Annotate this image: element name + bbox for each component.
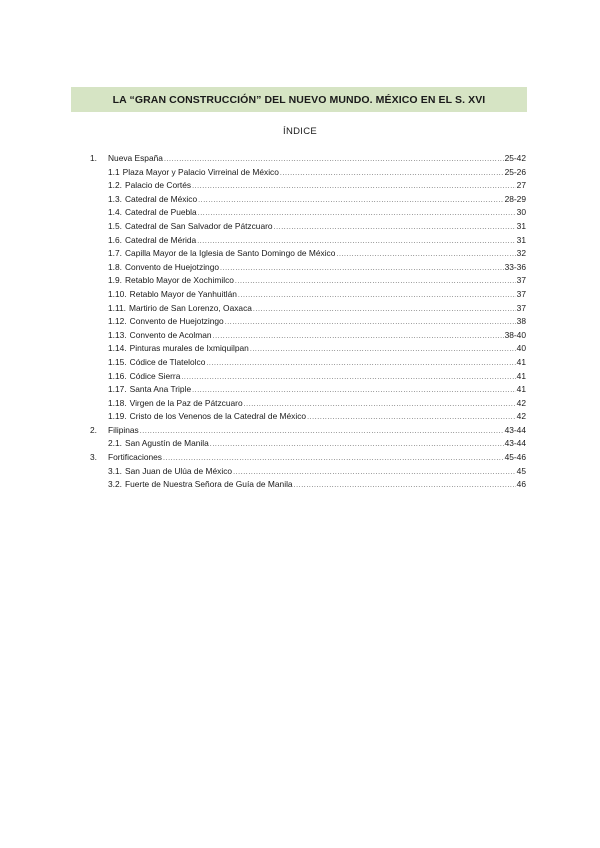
- toc-subentry[interactable]: [90, 342, 526, 356]
- toc-entry-number: 3.1.: [108, 465, 122, 476]
- toc-entry-number: 1.13.: [108, 329, 127, 340]
- toc-entry-label: Códice de Tlatelolco: [129, 356, 206, 367]
- toc-subentry[interactable]: [90, 247, 526, 261]
- toc-entry[interactable]: [90, 152, 526, 166]
- toc-entry-pages: 45-46: [504, 452, 526, 463]
- toc-entry-pages: 25-42: [504, 153, 526, 163]
- index-heading: ÍNDICE: [283, 126, 317, 137]
- toc-entry-pages: 43-44: [504, 438, 526, 449]
- dot-leader: [307, 411, 516, 425]
- toc-entry-label: Catedral de Mérida: [124, 234, 197, 245]
- dot-leader: [253, 303, 516, 317]
- toc-entry-number: 1.1: [108, 166, 120, 177]
- toc-entry-label: Catedral de San Salvador de Pátzcuaro: [124, 220, 273, 231]
- toc-entry-pages: 46: [516, 479, 526, 490]
- dot-leader: [220, 262, 504, 276]
- dot-leader: [164, 153, 504, 167]
- toc-entry-label: Capilla Mayor de la Iglesia de Santo Domingo de México: [124, 248, 336, 259]
- toc-subentry[interactable]: [90, 437, 526, 451]
- title-banner: [71, 87, 527, 112]
- toc-entry-pages: 31: [516, 220, 526, 231]
- toc-entry-number: 1.17.: [108, 384, 127, 395]
- toc-subentry[interactable]: [90, 410, 526, 424]
- toc-entry-label: Catedral de Puebla: [124, 207, 197, 218]
- toc-entry-number: 1.19.: [108, 411, 127, 422]
- dot-leader: [140, 425, 504, 439]
- toc-subentry[interactable]: [90, 166, 526, 180]
- dot-leader: [198, 194, 503, 208]
- dot-leader: [192, 384, 516, 398]
- toc-entry-pages: 42: [516, 397, 526, 408]
- toc-entry-label: Retablo Mayor de Xochimilco: [124, 275, 234, 286]
- dot-leader: [280, 167, 504, 181]
- toc-subentry[interactable]: [90, 397, 526, 411]
- toc-entry-number: 1.15.: [108, 356, 127, 367]
- toc-entry-number: 1.5.: [108, 220, 122, 231]
- toc-entry-label: Martirio de San Lorenzo, Oaxaca: [129, 302, 252, 313]
- toc-entry-label: Convento de Huejotzingo: [124, 261, 220, 272]
- dot-leader: [225, 316, 516, 330]
- toc-entry-label: Fortificaciones: [108, 452, 162, 463]
- toc-entry-label: Palacio de Cortés: [124, 180, 192, 191]
- toc-entry-pages: 31: [516, 234, 526, 245]
- toc-entry-pages: 27: [516, 180, 526, 191]
- dot-leader: [181, 371, 515, 385]
- toc-entry-number: 2.: [90, 424, 97, 435]
- toc-subentry[interactable]: [90, 478, 526, 492]
- toc-entry-label: Convento de Acolman: [129, 329, 212, 340]
- toc-entry-label: Convento de Huejotzingo: [129, 316, 224, 327]
- toc-subentry[interactable]: [90, 370, 526, 384]
- dot-leader: [250, 343, 516, 357]
- toc-subentry[interactable]: [90, 179, 526, 193]
- document-title: LA “GRAN CONSTRUCCIÓN” DEL NUEVO MUNDO. MÉXICO EN EL S. XVI: [112, 93, 486, 106]
- toc-subentry[interactable]: [90, 274, 526, 288]
- toc-entry-label: Catedral de México: [124, 193, 198, 204]
- toc-entry-pages: 41: [516, 356, 526, 367]
- dot-leader: [210, 438, 504, 452]
- toc-entry-label: Códice Sierra: [129, 370, 181, 381]
- toc-entry-pages: 43-44: [504, 424, 526, 435]
- toc-entry-number: 1.7.: [108, 248, 122, 259]
- toc-entry-number: 1.11.: [108, 302, 127, 313]
- dot-leader: [294, 479, 516, 493]
- toc-entry-number: 1.10.: [108, 288, 127, 299]
- toc-entry-pages: 41: [516, 370, 526, 381]
- toc-entry-number: 1.8.: [108, 261, 122, 272]
- toc-entry[interactable]: [90, 424, 526, 438]
- toc-subentry[interactable]: [90, 465, 526, 479]
- toc-entry-pages: 30: [516, 207, 526, 218]
- toc-entry-pages: 45: [516, 465, 526, 476]
- dot-leader: [198, 207, 516, 221]
- toc-subentry[interactable]: [90, 315, 526, 329]
- toc-entry-pages: 38: [516, 316, 526, 327]
- dot-leader: [336, 248, 515, 262]
- dot-leader: [192, 180, 516, 194]
- toc-entry-label: Plaza Mayor y Palacio Virreinal de México: [122, 166, 279, 177]
- dot-leader: [238, 289, 516, 303]
- toc-entry-label: Pinturas murales de Ixmiquilpan: [129, 343, 249, 354]
- toc-entry-pages: 40: [516, 343, 526, 354]
- toc-entry-pages: 38-40: [504, 329, 526, 340]
- toc-entry-pages: 37: [516, 302, 526, 313]
- toc-entry-number: 1.6.: [108, 234, 122, 245]
- toc-subentry[interactable]: [90, 234, 526, 248]
- toc-entry-number: 1.3.: [108, 193, 122, 204]
- toc-subentry[interactable]: [90, 302, 526, 316]
- toc-subentry[interactable]: [90, 356, 526, 370]
- toc-entry-label: Filipinas: [108, 424, 139, 435]
- toc-entry-number: 1.12.: [108, 316, 127, 327]
- toc-entry-number: 1.18.: [108, 397, 127, 408]
- toc-entry-number: 1.4.: [108, 207, 122, 218]
- toc-entry-pages: 37: [516, 288, 526, 299]
- toc-entry-number: 1.2.: [108, 180, 122, 191]
- dot-leader: [274, 221, 516, 235]
- toc-entry-number: 1.16.: [108, 370, 127, 381]
- toc-subentry[interactable]: [90, 261, 526, 275]
- dot-leader: [206, 357, 515, 371]
- toc-subentry[interactable]: [90, 206, 526, 220]
- toc-entry-pages: 33-36: [504, 261, 526, 272]
- toc-entry-number: 2.1.: [108, 438, 122, 449]
- toc-entry-label: Nueva España: [108, 153, 163, 163]
- toc-entry-number: 3.2.: [108, 479, 122, 490]
- dot-leader: [233, 466, 516, 480]
- toc-entry-label: Santa Ana Triple: [129, 384, 192, 395]
- toc-entry-pages: 41: [516, 384, 526, 395]
- toc-entry-label: Cristo de los Venenos de la Catedral de México: [129, 411, 307, 422]
- toc-entry-label: San Agustín de Manila: [124, 438, 209, 449]
- toc-entry-label: Retablo Mayor de Yanhuitlán: [129, 288, 237, 299]
- toc-entry-pages: 32: [516, 248, 526, 259]
- toc-subentry[interactable]: [90, 193, 526, 207]
- toc-entry-pages: 42: [516, 411, 526, 422]
- dot-leader: [213, 330, 504, 344]
- toc-entry-label: Virgen de la Paz de Pátzcuaro: [129, 397, 243, 408]
- toc-entry-label: Fuerte de Nuestra Señora de Guía de Manila: [124, 479, 293, 490]
- toc-subentry[interactable]: [90, 288, 526, 302]
- toc-entry-pages: 28-29: [504, 193, 526, 204]
- toc-entry-label: San Juan de Ulúa de México: [124, 465, 233, 476]
- toc-entry-number: 1.: [90, 153, 97, 163]
- toc-entry-pages: 25-26: [504, 166, 526, 177]
- toc-entry-number: 3.: [90, 452, 97, 463]
- toc-entry[interactable]: [90, 451, 526, 465]
- dot-leader: [163, 452, 504, 466]
- toc-entry-number: 1.9.: [108, 275, 122, 286]
- toc-subentry[interactable]: [90, 220, 526, 234]
- toc-entry-number: 1.14.: [108, 343, 127, 354]
- toc-subentry[interactable]: [90, 383, 526, 397]
- toc-entry-pages: 37: [516, 275, 526, 286]
- dot-leader: [235, 275, 516, 289]
- dot-leader: [197, 235, 515, 249]
- toc-subentry[interactable]: [90, 329, 526, 343]
- table-of-contents: [90, 152, 526, 492]
- dot-leader: [244, 398, 516, 412]
